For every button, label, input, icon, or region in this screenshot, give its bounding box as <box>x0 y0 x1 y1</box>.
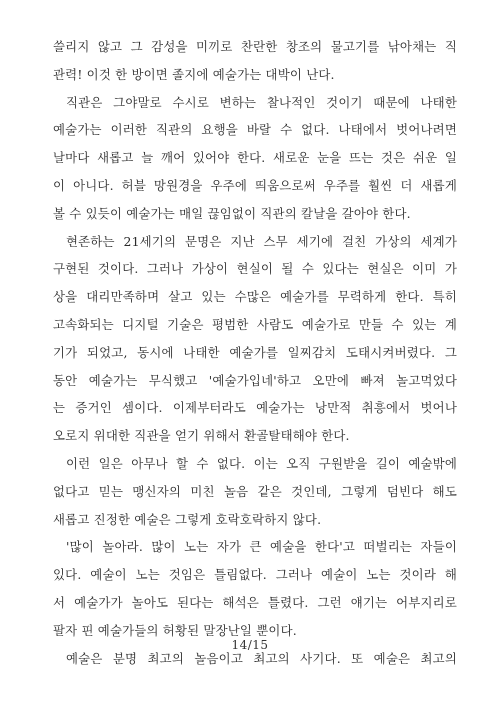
text-line: 고속화되는 디지털 기술은 평범한 사람도 예술가로 만들 수 있는 계 <box>53 316 457 332</box>
body-text <box>53 33 457 672</box>
text-line: 볼 수 있듯이 예술가는 매일 끊임없이 직관의 칼날을 갈아야 한다. <box>53 205 411 221</box>
text-line: 오로지 위대한 직관을 얻기 위해서 환골탈태해야 한다. <box>53 428 350 444</box>
paragraph <box>53 450 457 533</box>
text-line: 이 아니다. 허블 망원경을 우주에 띄움으로써 우주를 훨씬 더 새롭게 <box>53 177 457 193</box>
text-line: 이런 일은 아무나 할 수 없다. 이는 오직 구원받을 길이 예술밖에 <box>66 455 457 471</box>
text-line: 있다. 예술이 노는 것임은 틀림없다. 그러나 예술이 노는 것이라 해 <box>53 567 457 583</box>
text-line: 예술은 분명 최고의 놀음이고 최고의 사기다. 또 예술은 최고의 <box>66 650 457 666</box>
paragraph <box>53 228 457 450</box>
text-line: 직관은 그야말로 수시로 변하는 찰나적인 것이기 때문에 나태한 <box>66 94 457 110</box>
text-line: 상을 대리만족하며 살고 있는 수많은 예술가를 무력하게 한다. 특히 <box>53 289 457 305</box>
text-line: 기가 되었고, 동시에 나태한 예술가를 일찌감치 도태시켜버렸다. 그 <box>53 344 457 360</box>
text-line: 새롭고 진정한 예술은 그렇게 호락호락하지 않다. <box>53 511 322 527</box>
text-line: 날마다 새롭고 늘 깨어 있어야 한다. 새로운 눈을 뜨는 것은 쉬운 일 <box>53 150 457 166</box>
text-line: 관력! 이것 한 방이면 졸지에 예술가는 대박이 난다. <box>53 66 335 82</box>
text-line: 없다고 믿는 맹신자의 미친 놀음 같은 것인데, 그렇게 덤빈다 해도 <box>53 483 457 499</box>
text-line: 팔자 핀 예술가들의 허황된 말장난일 뿐이다. <box>53 622 297 638</box>
paragraph <box>53 533 457 644</box>
text-line: 동안 예술가는 무식했고 '예술가입네'하고 오만에 빠져 놀고먹었다 <box>53 372 457 388</box>
page-number: 14/15 <box>231 638 269 652</box>
paragraph <box>53 89 457 228</box>
paragraph <box>53 33 457 89</box>
text-line: 서 예술가가 놀아도 된다는 해석은 틀렸다. 그런 얘기는 어부지리로 <box>53 594 457 610</box>
text-line: 는 증거인 셈이다. 이제부터라도 예술가는 낭만적 취흥에서 벗어나 <box>53 400 457 416</box>
text-line: 현존하는 21세기의 문명은 지난 스무 세기에 걸친 가상의 세계가 <box>66 233 457 249</box>
text-line: '많이 놀아라. 많이 노는 자가 큰 예술을 한다'고 떠벌리는 자들이 <box>66 539 457 555</box>
text-line: 구현된 것이다. 그러나 가상이 현실이 될 수 있다는 현실은 이미 가 <box>53 261 457 277</box>
text-line: 쓸리지 않고 그 감성을 미끼로 찬란한 창조의 물고기를 낚아채는 직 <box>53 39 457 54</box>
text-line: 예술가는 이러한 직관의 요행을 바랄 수 없다. 나태에서 벗어나려면 <box>53 122 457 138</box>
